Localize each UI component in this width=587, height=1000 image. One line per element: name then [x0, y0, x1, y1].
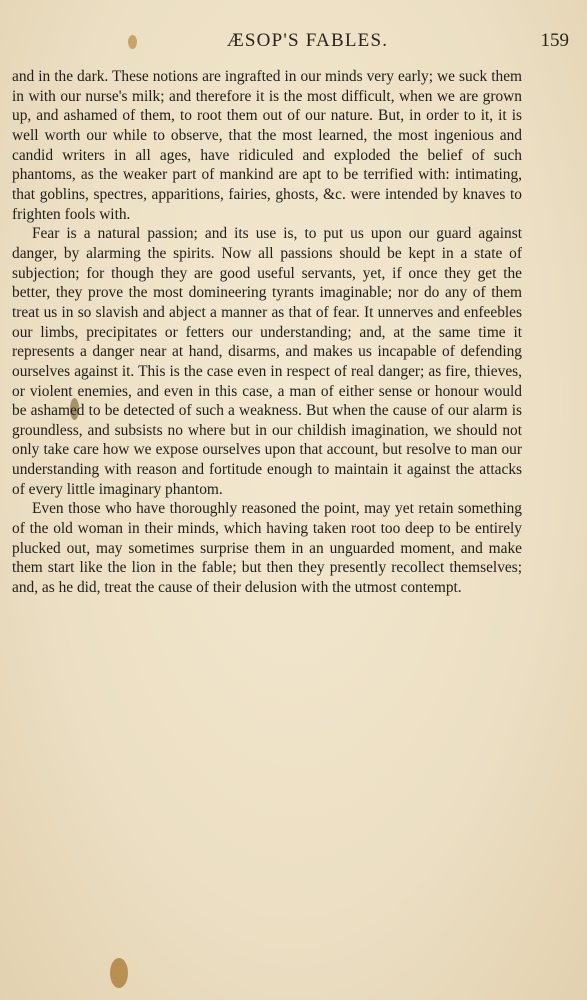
paragraph-2: Fear is a natural passion; and its use is, to put us upon our guard against danger, by alarming the spirits. Now all passions should be kept in a state of subjection; for though they are good useful servants, yet, if once they get the better, they prove the most domineering tyrants imaginable; nor do any of them treat us in so slavish and abject a manner as that of fear. It unnerves and enfeebles our limbs, precipitates or fetters our understanding; and, at the same time it represents a danger near at hand, disarms, and makes us incapable of defending ourselves against it. This is the case even in respect of real danger; as fire, thieves, or violent enemies, and even in this case, a man of either sense or honour would be ashamed to be detected of such a weakness. But when the cause of our alarm is groundless, and subsists no where but in our childish imagination, we should not only take care how we expose ourselves upon that account, but resolve to man our understanding with reason and fortitude enough to maintain it against the attacks of every little imaginary phantom.: [12, 225, 522, 498]
foxing-stain: [110, 958, 128, 988]
page-header: [0, 30, 587, 54]
paragraph-3: Even those who have thoroughly reasoned the point, may yet retain something of the old woman in their minds, which having taken root too deep to be entirely plucked out, may sometimes surprise them in an unguarded moment, and make them start like the lion in the fable; but then they presently recollect themselves; and, as he did, treat the cause of their delusion with the utmost contempt.: [12, 500, 522, 597]
page-number: 159: [540, 30, 569, 51]
running-title: ÆSOP'S FABLES.: [226, 30, 389, 51]
body-text: [12, 67, 522, 598]
paragraph-1: and in the dark. These notions are ingrafted in our minds very early; we suck them in with our nurse's milk; and therefore it is the most difficult, when we are grown up, and ashamed of them, to root them out of our nature. But, in order to it, it is well worth our while to observe, that the most learned, the most ingenious and candid writers in all ages, have ridiculed and exploded the belief of such phantoms, as the weaker part of mankind are apt to be terrified with: intimating, that goblins, spectres, apparitions, fairies, ghosts, &c. were intended by knaves to frighten fools with.: [12, 68, 522, 223]
